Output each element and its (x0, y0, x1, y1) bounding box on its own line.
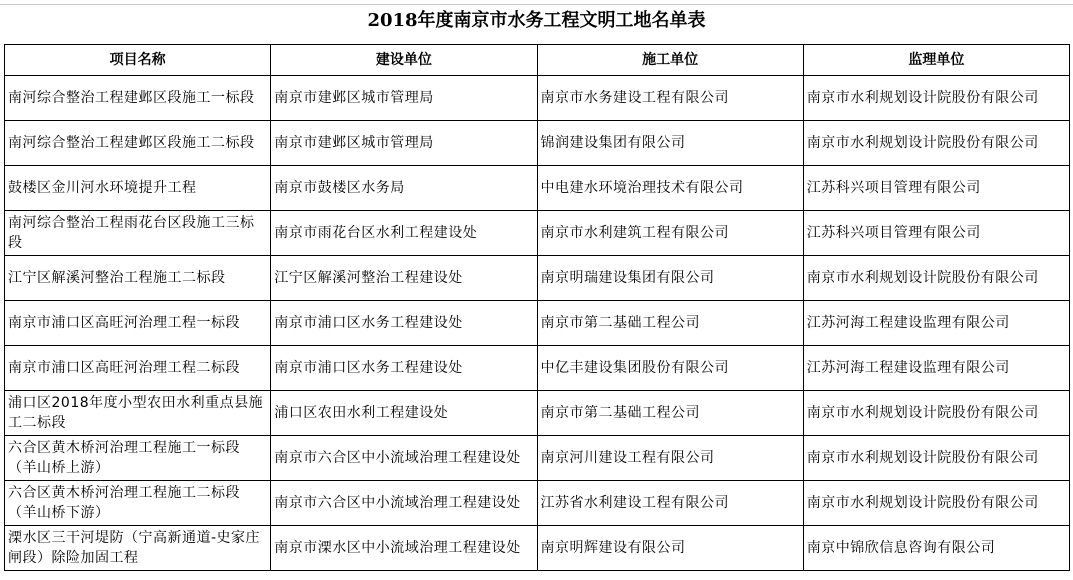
header-construction-unit: 建设单位 (271, 45, 537, 76)
cell-construction-unit: 南京市溧水区中小流域治理工程建设处 (271, 526, 537, 571)
header-supervisor: 监理单位 (803, 45, 1069, 76)
cell-construction-unit: 南京市浦口区水务工程建设处 (271, 346, 537, 391)
table-row (5, 76, 1070, 121)
page-title: 2018年度南京市水务工程文明工地名单表 (367, 10, 706, 31)
cell-project-name: 浦口区2018年度小型农田水利重点县施工二标段 (5, 391, 271, 436)
cell-supervisor: 南京市水利规划设计院股份有限公司 (803, 76, 1069, 121)
cell-construction-unit: 南京市建邺区城市管理局 (271, 76, 537, 121)
cell-construction-unit: 南京市建邺区城市管理局 (271, 121, 537, 166)
table-header-row (5, 45, 1070, 76)
cell-supervisor: 南京市水利规划设计院股份有限公司 (803, 436, 1069, 481)
cell-construction-unit: 南京市浦口区水务工程建设处 (271, 301, 537, 346)
cell-project-name: 鼓楼区金川河水环境提升工程 (5, 166, 271, 211)
cell-construction-unit: 南京市鼓楼区水务局 (271, 166, 537, 211)
cell-supervisor: 江苏河海工程建设监理有限公司 (803, 301, 1069, 346)
cell-construction-unit: 南京市六合区中小流域治理工程建设处 (271, 436, 537, 481)
header-project-name: 项目名称 (5, 45, 271, 76)
sheet-top-border (0, 0, 1073, 5)
cell-contractor: 南京市第二基础工程公司 (537, 301, 803, 346)
cell-project-name: 南河综合整治工程建邺区段施工一标段 (5, 76, 271, 121)
cell-contractor: 江苏省水利建设工程有限公司 (537, 481, 803, 526)
cell-project-name: 江宁区解溪河整治工程施工二标段 (5, 256, 271, 301)
cell-contractor: 南京河川建设工程有限公司 (537, 436, 803, 481)
cell-project-name: 南河综合整治工程雨花台区段施工三标段 (5, 211, 271, 256)
table-row (5, 211, 1070, 256)
table-row (5, 526, 1070, 571)
table-row (5, 301, 1070, 346)
cell-project-name: 六合区黄木桥河治理工程施工二标段（羊山桥下游） (5, 481, 271, 526)
table-row (5, 436, 1070, 481)
cell-supervisor: 南京市水利规划设计院股份有限公司 (803, 481, 1069, 526)
cell-supervisor: 南京中锦欣信息咨询有限公司 (803, 526, 1069, 571)
cell-contractor: 南京市第二基础工程公司 (537, 391, 803, 436)
cell-contractor: 中亿丰建设集团股份有限公司 (537, 346, 803, 391)
cell-contractor: 南京市水务建设工程有限公司 (537, 76, 803, 121)
table-row (5, 391, 1070, 436)
cell-contractor: 锦润建设集团有限公司 (537, 121, 803, 166)
cell-construction-unit: 南京市雨花台区水利工程建设处 (271, 211, 537, 256)
cell-construction-unit: 南京市六合区中小流域治理工程建设处 (271, 481, 537, 526)
cell-contractor: 南京市水利建筑工程有限公司 (537, 211, 803, 256)
cell-supervisor: 江苏河海工程建设监理有限公司 (803, 346, 1069, 391)
cell-project-name: 溧水区三干河堤防（宁高新通道-史家庄闸段）除险加固工程 (5, 526, 271, 571)
cell-contractor: 南京明瑞建设集团有限公司 (537, 256, 803, 301)
table-row (5, 166, 1070, 211)
cell-construction-unit: 江宁区解溪河整治工程建设处 (271, 256, 537, 301)
table-row (5, 346, 1070, 391)
cell-supervisor: 江苏科兴项目管理有限公司 (803, 166, 1069, 211)
table-row (5, 481, 1070, 526)
cell-project-name: 六合区黄木桥河治理工程施工一标段（羊山桥上游） (5, 436, 271, 481)
cell-supervisor: 江苏科兴项目管理有限公司 (803, 211, 1069, 256)
cell-contractor: 南京明辉建设有限公司 (537, 526, 803, 571)
cell-supervisor: 南京市水利规划设计院股份有限公司 (803, 391, 1069, 436)
cell-supervisor: 南京市水利规划设计院股份有限公司 (803, 121, 1069, 166)
worksite-table (4, 44, 1070, 571)
cell-construction-unit: 浦口区农田水利工程建设处 (271, 391, 537, 436)
header-contractor: 施工单位 (537, 45, 803, 76)
cell-project-name: 南京市浦口区高旺河治理工程二标段 (5, 346, 271, 391)
cell-project-name: 南河综合整治工程建邺区段施工二标段 (5, 121, 271, 166)
cell-project-name: 南京市浦口区高旺河治理工程一标段 (5, 301, 271, 346)
cell-supervisor: 南京市水利规划设计院股份有限公司 (803, 256, 1069, 301)
cell-contractor: 中电建水环境治理技术有限公司 (537, 166, 803, 211)
table-row (5, 256, 1070, 301)
table-row (5, 121, 1070, 166)
